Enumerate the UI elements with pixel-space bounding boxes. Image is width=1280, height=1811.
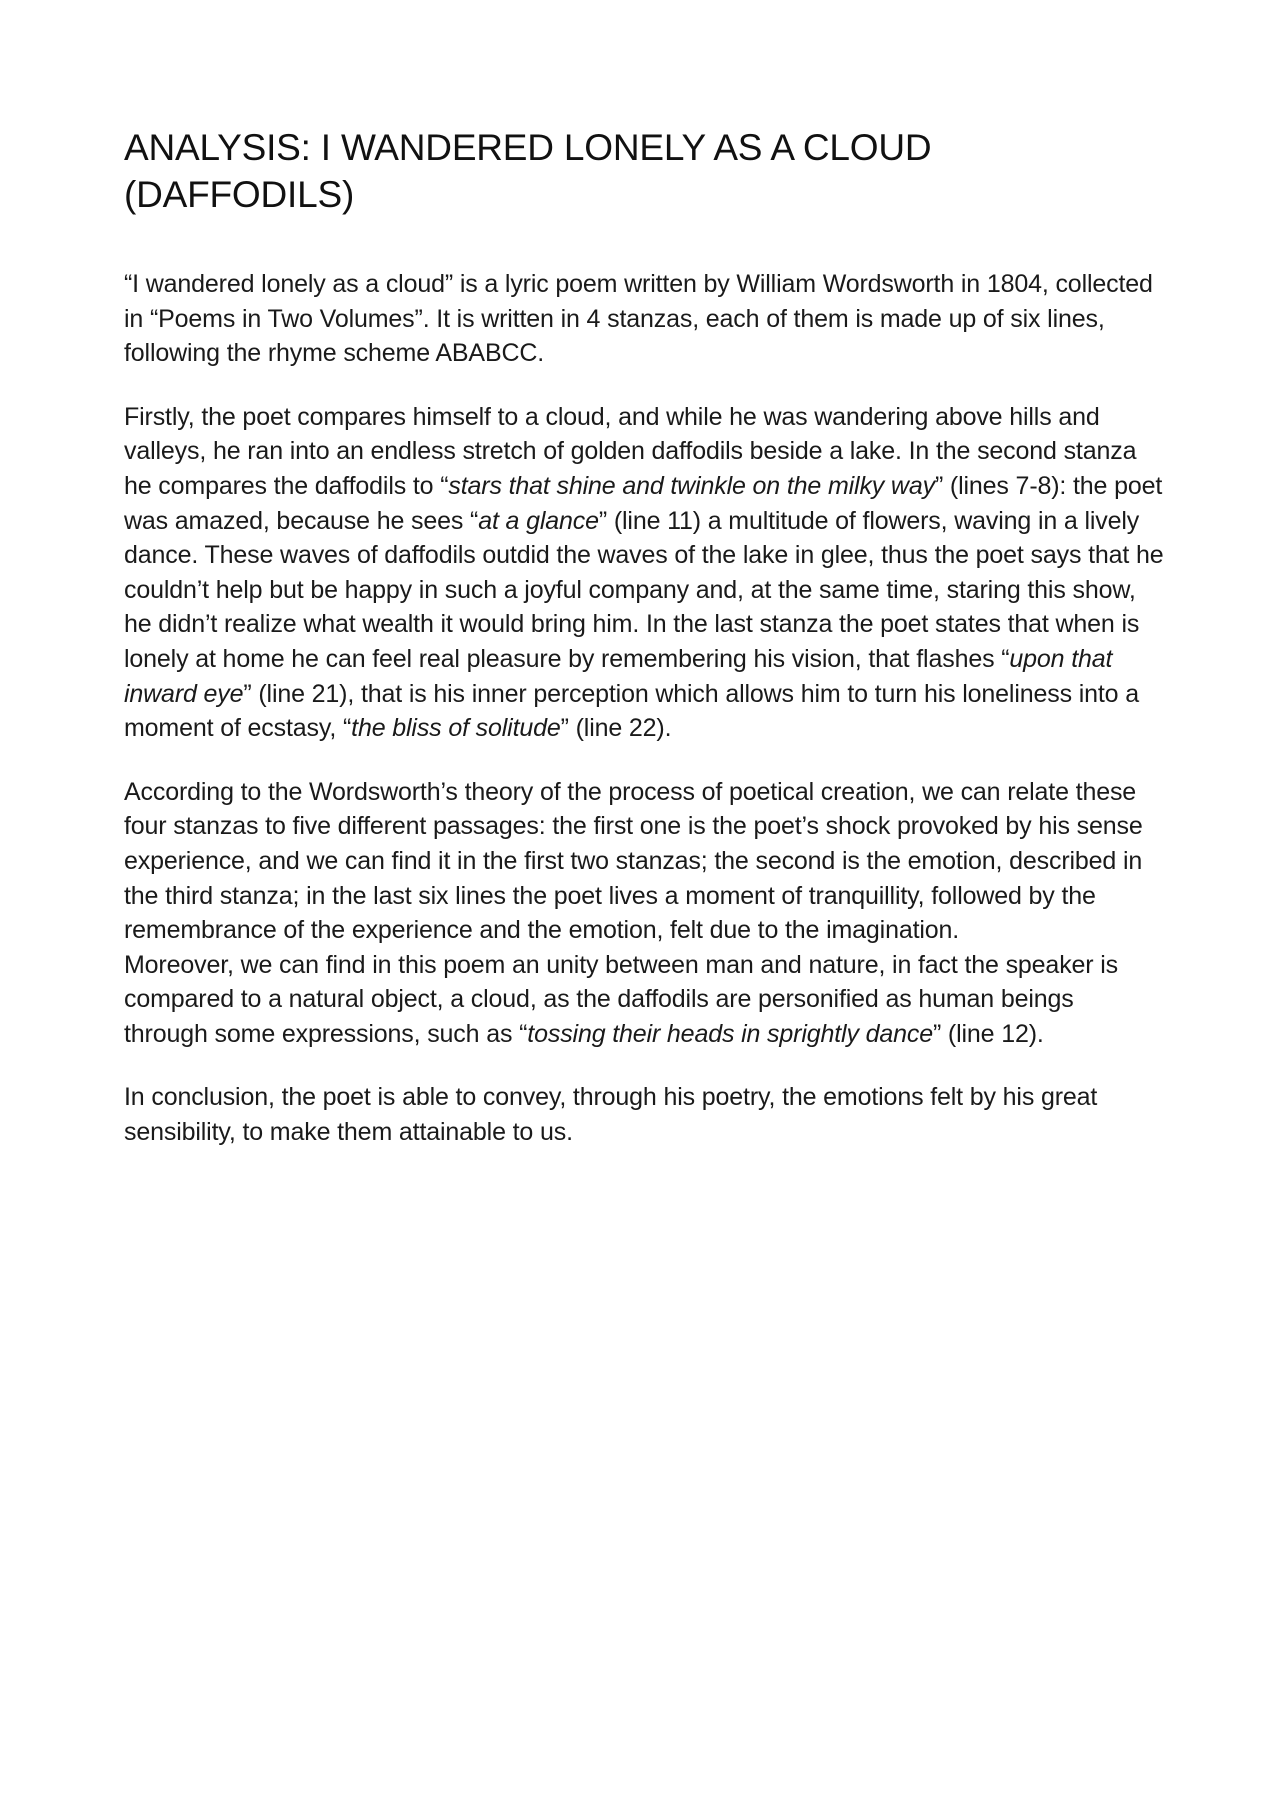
document-title: ANALYSIS: I WANDERED LONELY AS A CLOUD (DAFFODILS) (124, 127, 932, 215)
paragraph-summary (124, 400, 1164, 746)
text-run: ” (lines 7-8): the poet was amazed, because he sees “ (124, 471, 1163, 535)
paragraph-theory (124, 775, 1164, 948)
text-run: Firstly, the poet compares himself to a cloud, and while he was wandering above hills and valleys, he ran into an endless stretch of golden daffodils beside a lake. In the second stanza he compares the daffodils to “ (124, 402, 1137, 500)
text-run: ” (line 21), that is his inner perception which allows him to turn his loneliness into a moment of ecstasy, “ (124, 679, 1139, 743)
text-run: “I wandered lonely as a cloud” is a lyric poem written by William Wordsworth in 1804, collected in “Poems in Two Volumes”. It is written in 4 stanzas, each of them is made up of six lines, following the rhyme scheme ABABCC. (124, 270, 1153, 368)
paragraph-conclusion (124, 1080, 1164, 1149)
text-run: ” (line 12). (932, 1019, 1044, 1048)
text-run: ” (line 11) a multitude of flowers, waving in a lively dance. These waves of daffodils outdid the waves of the lake in glee, thus the poet says that he couldn’t help but be happy in such a joyful company and, at the same time, staring this show, he didn’t realize what wealth it would bring him. In the last stanza the poet states that when is lonely at home he can feel real pleasure by remembering his vision, that flashes “ (124, 506, 1164, 673)
document-body (124, 124, 1164, 1179)
quote-italic: at a glance (478, 506, 599, 535)
quote-italic: the bliss of solitude (351, 714, 561, 743)
text-run: In conclusion, the poet is able to convey, through his poetry, the emotions felt by his great sensibility, to make them attainable to us. (124, 1083, 1098, 1147)
text-run: ” (line 22). (560, 714, 672, 743)
text-run: Moreover, we can find in this poem an unity between man and nature, in fact the speaker is compared to a natural object, a cloud, as the daffodils are personified as human beings through some expressions, such as “ (124, 950, 1119, 1048)
paragraph-nature (124, 948, 1164, 1052)
quote-italic: upon that inward eye (124, 644, 1113, 708)
quote-italic: stars that shine and twinkle on the milky way (448, 471, 935, 500)
text-run: According to the Wordsworth’s theory of the process of poetical creation, we can relate these four stanzas to five different passages: the first one is the poet’s shock provoked by his sense experience, and we can find it in the first two stanzas; the second is the emotion, described in the third stanza; in the last six lines the poet lives a moment of tranquillity, followed by the remembrance of the experience and the emotion, felt due to the imagination. (124, 777, 1143, 945)
quote-italic: tossing their heads in sprightly dance (527, 1019, 933, 1048)
paragraph-intro (124, 267, 1164, 371)
